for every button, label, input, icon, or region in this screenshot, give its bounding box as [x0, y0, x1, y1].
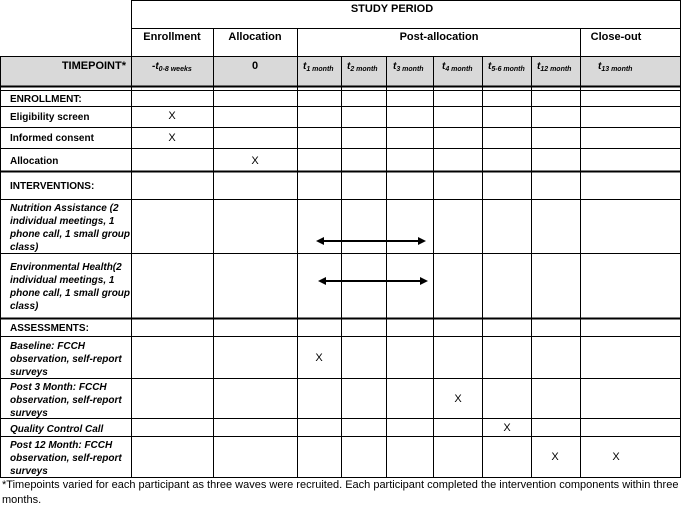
mark-consent-enrollment: X: [168, 132, 176, 144]
mark-qc-5-6-month: X: [503, 422, 511, 434]
timepoint-allocation: 0: [251, 60, 259, 72]
section-assessments: ASSESSMENTS:: [10, 323, 89, 334]
row-baseline: Baseline: FCCH observation, self-report surveys: [10, 341, 122, 378]
post-allocation-header: Post-allocation: [399, 31, 479, 43]
timepoint-1-month: $t_{1 month}$: [303, 61, 334, 73]
row-allocation: Allocation: [10, 156, 59, 167]
row-informed-consent: Informed consent: [10, 133, 94, 144]
timepoint-label: TIMEPOINT*: [61, 60, 126, 72]
mark-post12-12-month: X: [551, 451, 559, 463]
arrow-environmental-duration: [318, 277, 428, 285]
timepoint-2-month: $t_{2 month}$: [347, 61, 378, 73]
timepoint-3-month: $t_{3 month}$: [393, 61, 424, 73]
mark-post3-4-month: X: [454, 393, 462, 405]
timepoint-13-month: $t_{13 month}$: [598, 61, 633, 73]
row-post-12-month: Post 12 Month: FCCH observation, self-report surveys: [10, 440, 122, 477]
timepoint-4-month: $t_{4 month}$: [442, 61, 473, 73]
row-quality-control-call: Quality Control Call: [10, 424, 104, 435]
footnote: *Timepoints varied for each participant as three waves were recruited. Each participant completed the intervention components within three months.: [2, 479, 679, 506]
mark-eligibility-enrollment: X: [168, 110, 176, 122]
timepoint-enrollment: $-t_{0-8 weeks}$: [152, 61, 192, 73]
section-enrollment: ENROLLMENT:: [10, 94, 82, 105]
allocation-header: Allocation: [228, 31, 282, 43]
row-eligibility-screen: Eligibility screen: [10, 112, 90, 123]
close-out-header: Close-out: [590, 31, 642, 43]
study-period-header: STUDY PERIOD: [350, 3, 434, 15]
row-nutrition-assistance: Nutrition Assistance (2 individual meetings, 1 phone call, 1 small group class): [10, 203, 131, 253]
enrollment-header: Enrollment: [143, 31, 201, 43]
timepoint-12-month: $t_{12 month}$: [537, 61, 572, 73]
arrow-nutrition-duration: [316, 237, 426, 245]
mark-baseline-1-month: X: [315, 352, 323, 364]
timepoint-5-6-month: $t_{5-6 month}$: [488, 61, 525, 73]
row-post-3-month: Post 3 Month: FCCH observation, self-report surveys: [10, 382, 122, 419]
row-environmental-health: Environmental Health(2 individual meetings, 1 phone call, 1 small group class): [10, 262, 131, 312]
mark-allocation: X: [251, 155, 259, 167]
section-interventions: INTERVENTIONS:: [10, 181, 95, 192]
mark-post12-13-month: X: [612, 451, 620, 463]
